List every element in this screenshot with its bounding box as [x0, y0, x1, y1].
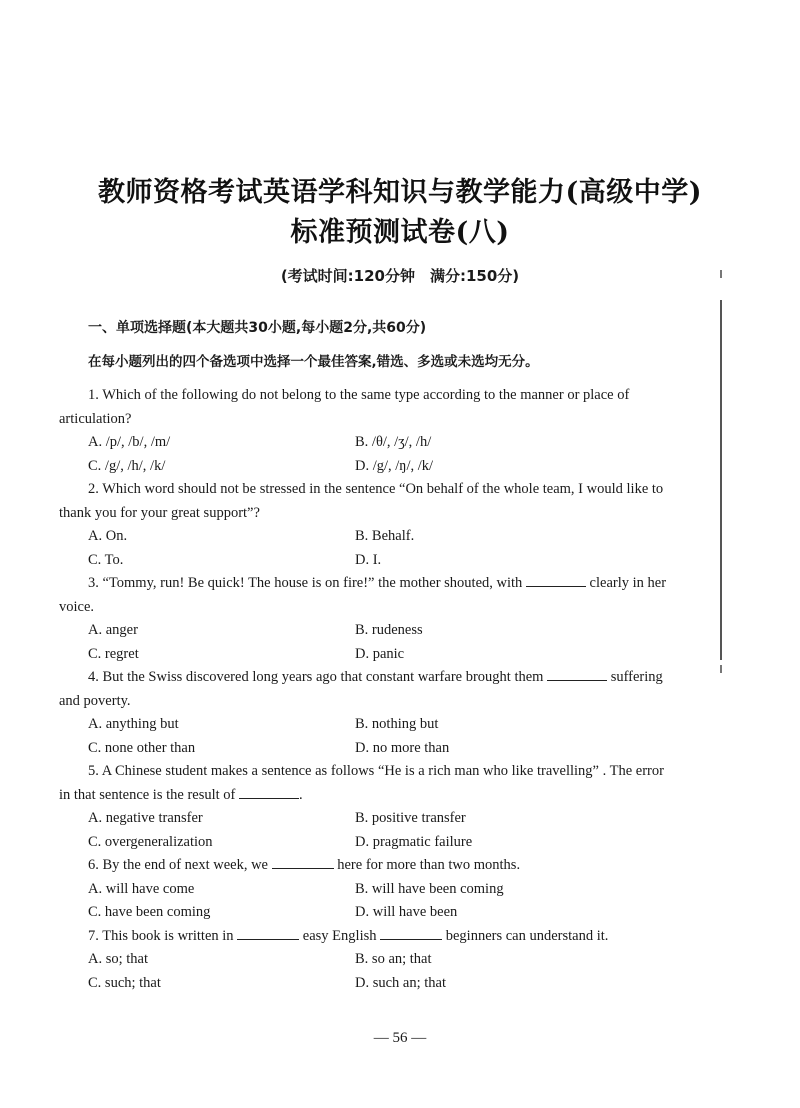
question-3 — [0, 572, 800, 666]
answer-blank — [380, 927, 442, 940]
option-d: D. will have been — [355, 904, 458, 920]
question-text: 4. But the Swiss discovered long years ago that constant warfare brought them suffering and poverty. — [59, 669, 663, 709]
question-5 — [0, 760, 800, 854]
option-c: C. overgeneralization — [88, 833, 213, 850]
question-text: 7. This book is written in easy English beginners can understand it. — [88, 927, 609, 944]
option-c: C. /g/, /h/, /k/ — [88, 457, 166, 474]
question-1 — [0, 384, 800, 478]
option-c: C. have been coming — [88, 904, 211, 920]
option-b: B. rudeness — [355, 622, 423, 638]
question-list — [0, 384, 800, 995]
option-a: A. On. — [88, 528, 128, 544]
option-a: A. negative transfer — [88, 810, 203, 826]
option-a: A. /p/, /b/, /m/ — [88, 434, 171, 450]
question-7 — [0, 925, 800, 996]
question-text: 2. Which word should not be stressed in the sentence “On behalf of the whole team, I would like to thank you for your great support”? — [59, 481, 664, 521]
option-b: B. /θ/, /ʒ/, /h/ — [355, 434, 432, 450]
option-c: C. regret — [88, 645, 139, 662]
answer-blank — [239, 786, 299, 799]
exam-subtitle: 标准预测试卷(八) — [290, 217, 510, 248]
question-text: 1. Which of the following do not belong to the same type according to the manner or place of articulation? — [59, 387, 630, 427]
question-text: 3. “Tommy, run! Be quick! The house is on fire!” the mother shouted, with clearly in her voice. — [59, 575, 667, 615]
option-c: C. such; that — [88, 974, 161, 991]
option-c: C. To. — [88, 551, 124, 568]
option-b: B. nothing but — [355, 716, 439, 732]
question-6 — [0, 854, 800, 925]
exam-time-score: (考试时间:120分钟 满分:150分) — [280, 267, 520, 285]
option-c: C. none other than — [88, 739, 196, 756]
answer-blank — [526, 574, 586, 587]
option-a: A. so; that — [88, 951, 149, 967]
option-a: A. anything but — [88, 716, 179, 732]
page-number: — 56 — — [373, 1030, 427, 1046]
question-2 — [0, 478, 800, 572]
option-b: B. positive transfer — [355, 810, 466, 826]
answer-blank — [237, 927, 299, 940]
option-a: A. anger — [88, 622, 138, 638]
margin-mark — [720, 270, 722, 278]
binding-margin-line — [720, 300, 722, 660]
option-d: D. I. — [355, 551, 382, 568]
option-d: D. panic — [355, 645, 405, 662]
margin-mark — [720, 665, 722, 673]
answer-blank — [272, 856, 334, 869]
option-d: D. such an; that — [355, 974, 447, 991]
option-b: B. will have been coming — [355, 880, 504, 897]
option-d: D. no more than — [355, 739, 450, 756]
option-a: A. will have come — [88, 880, 195, 897]
exam-title: 教师资格考试英语学科知识与教学能力(高级中学) — [97, 177, 703, 208]
question-4 — [0, 666, 800, 760]
answer-blank — [547, 668, 607, 681]
question-text: 5. A Chinese student makes a sentence as follows “He is a rich man who like travelling” . The error in that sentence is the result of . — [59, 763, 664, 803]
option-b: B. Behalf. — [355, 528, 415, 544]
section-heading: 一、单项选择题(本大题共30小题,每小题2分,共60分) — [88, 320, 427, 336]
option-d: D. pragmatic failure — [355, 833, 473, 850]
section-instructions: 在每小题列出的四个备选项中选择一个最佳答案,错选、多选或未选均无分。 — [88, 354, 539, 370]
option-b: B. so an; that — [355, 951, 432, 967]
option-d: D. /g/, /ŋ/, /k/ — [355, 457, 434, 474]
question-text: 6. By the end of next week, we here for more than two months. — [88, 857, 521, 873]
